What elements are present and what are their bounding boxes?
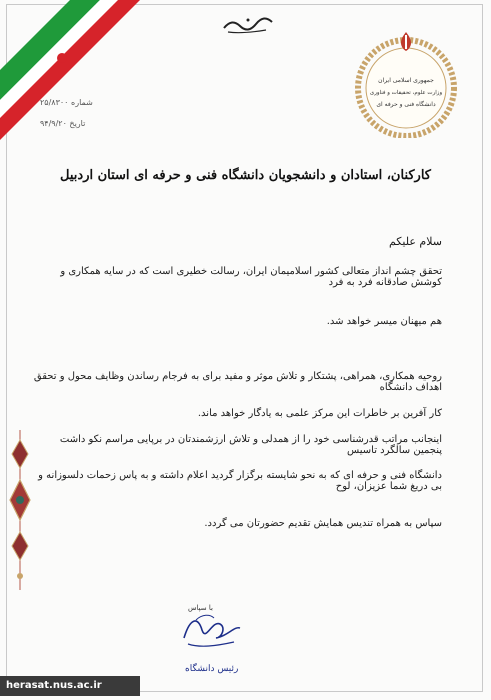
paragraph-2-line-2: کار آفرین بر خاطرات این مرکز علمی به یادگار خواهد ماند. bbox=[197, 408, 442, 419]
letter-number: شماره ۲۵/۸۳۰۰ bbox=[40, 98, 93, 107]
iran-emblem-icon bbox=[394, 30, 418, 54]
decorative-ornament bbox=[6, 430, 34, 590]
letter-date: تاریخ ۹۴/۹/۲۰ bbox=[40, 119, 86, 128]
signatory-title: رئیس دانشگاه bbox=[185, 664, 239, 674]
paragraph-3-line-1: اینجانب مراتب قدرشناسی خود را از همدلی و تلاش ارزشمندتان در برپایی مراسم نکو داشت پنجمین سالگرد تاسیس bbox=[59, 434, 442, 456]
paragraph-2-line-1: روحیه همکاری، همراهی، پشتکار و تلاش موثر و مفید برای به فرجام رساندن وظایف محول و تحقق اهداف دانشگاه bbox=[33, 371, 442, 393]
letter-title: کارکنان، استادان و دانشجویان دانشگاه فنی و حرفه ای استان اردبیل bbox=[60, 168, 431, 183]
signature-image bbox=[176, 608, 246, 654]
seal-line-3: دانشگاه فنی و حرفه ای bbox=[376, 101, 436, 108]
signature-label: با سپاس bbox=[188, 604, 213, 612]
letter-greeting: سلام علیکم bbox=[388, 235, 442, 248]
paragraph-3-line-2: دانشگاه فنی و حرفه ای که به نحو شایسته برگزار گردید اعلام داشته و به پاس زحمات دلسوزانه و بی دریغ شما عزیزان، لوح bbox=[38, 470, 442, 492]
paragraph-1-line-2: هم میهنان میسر خواهد شد. bbox=[326, 316, 442, 327]
paragraph-1-line-1: تحقق چشم انداز متعالی کشور اسلامیمان ایران، رسالت خطیری است که در سایه همکاری و کوشش صادقانه فرد به فرد bbox=[60, 266, 442, 288]
seal-line-1: جمهوری اسلامی ایران bbox=[378, 77, 434, 84]
paragraph-3-line-3: سپاس به همراه تندیس همایش تقدیم حضورتان می گردد. bbox=[204, 518, 442, 529]
website-watermark: herasat.nus.ac.ir bbox=[0, 676, 140, 696]
basmala-calligraphy bbox=[222, 14, 274, 36]
seal-line-2: وزارت علوم، تحقیقات و فناوری bbox=[369, 90, 443, 96]
